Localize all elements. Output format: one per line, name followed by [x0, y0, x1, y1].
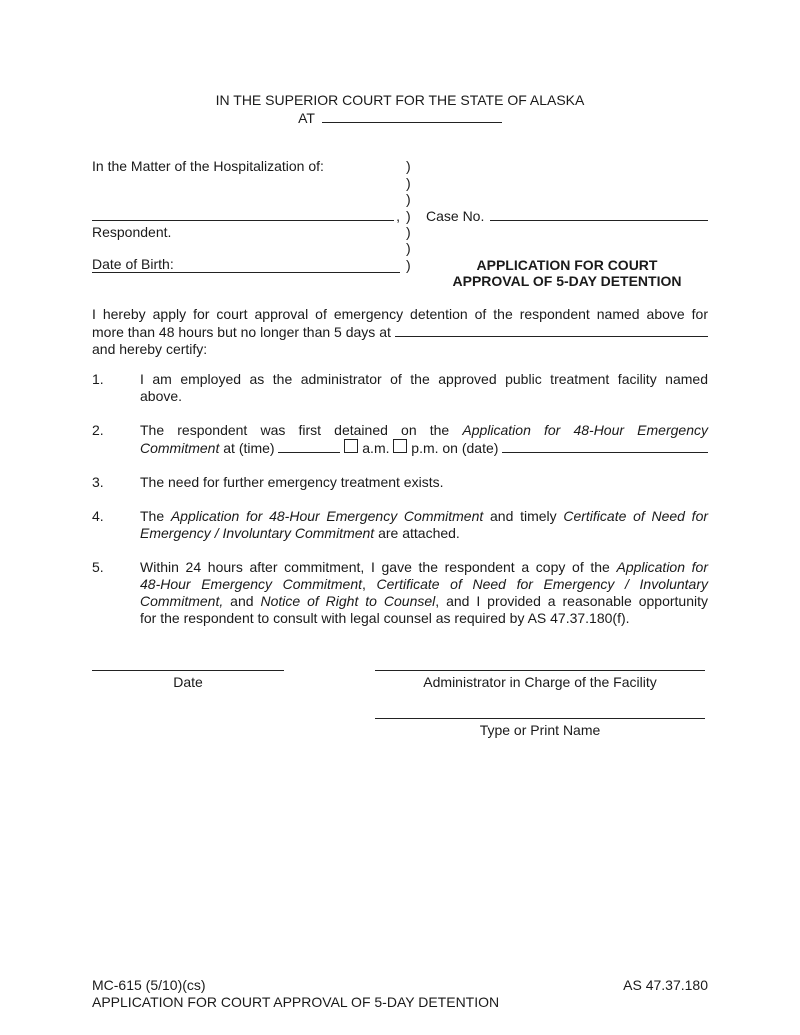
respondent-name-row [92, 207, 400, 224]
text-line [140, 610, 708, 627]
dob-blank[interactable] [174, 256, 400, 269]
text-run: , and I provided a reasonable opportunity [435, 593, 708, 609]
item-number: 2. [92, 422, 104, 438]
court-location-blank[interactable] [322, 109, 502, 123]
footer-form-title: APPLICATION FOR COURT APPROVAL OF 5-DAY DETENTION [92, 994, 500, 1010]
item-text [140, 474, 708, 491]
item-text [140, 422, 708, 457]
form-title-line1: APPLICATION FOR COURT [476, 256, 658, 273]
caption-paren: ) [406, 256, 411, 273]
date-signature-block [92, 652, 284, 690]
text-line [140, 508, 708, 525]
italic-text-run: Application for [616, 559, 709, 575]
italic-text-run: Application for 48-Hour Emergency [462, 422, 708, 438]
item-number: 3. [92, 474, 104, 490]
text-run: are attached. [374, 525, 460, 541]
text-run: more than 48 hours but no longer than 5 days at [92, 324, 395, 340]
item-text [140, 559, 708, 627]
italic-text-run: Certificate of Need for Emergency / Involuntary [376, 576, 708, 592]
text-line [140, 439, 708, 457]
respondent-name-blank[interactable] [92, 207, 394, 221]
item-number: 1. [92, 371, 104, 387]
name-comma: , [396, 207, 400, 224]
italic-text-run: 48-Hour Emergency Commitment [140, 576, 362, 592]
text-line [140, 371, 708, 388]
dob-label: Date of Birth: [92, 255, 174, 272]
administrator-signature-block [375, 652, 705, 690]
printed-name-label: Type or Print Name [479, 722, 601, 738]
text-line [140, 422, 708, 439]
text-run: I am employed as the administrator of the approved public treatment facility named [140, 371, 708, 387]
text-line [140, 474, 708, 491]
form-title-line2: APPROVAL OF 5-DAY DETENTION [452, 273, 682, 290]
italic-text-run: Commitment [140, 440, 220, 456]
text-run: The respondent was first detained on the [140, 422, 463, 438]
date-label: Date [173, 674, 203, 690]
text-run: The [140, 508, 171, 524]
item-text [140, 508, 708, 542]
numbered-item [92, 371, 708, 405]
text-run: , [362, 576, 377, 592]
item-number: 5. [92, 559, 104, 575]
text-run: for the respondent to consult with legal counsel as required by AS 47.37.180(f). [140, 610, 630, 626]
italic-text-run: Application for 48-Hour Emergency Commitment [170, 508, 484, 524]
form-number: MC-615 (5/10)(cs) [92, 977, 206, 993]
text-run: and hereby certify: [92, 341, 208, 357]
italic-text-run: Notice of Right to Counsel [260, 593, 436, 609]
caption-paren: ) [406, 223, 411, 240]
matter-label: In the Matter of the Hospitalization of: [92, 158, 324, 175]
time-blank[interactable] [278, 439, 340, 453]
text-line [140, 576, 708, 593]
at-label: AT [298, 110, 315, 126]
printed-name-block [375, 700, 705, 738]
court-title: IN THE SUPERIOR COURT FOR THE STATE OF ALASKA [215, 92, 585, 108]
case-caption [92, 158, 708, 289]
italic-text-run: Certificate of Need for [563, 508, 709, 524]
numbered-item [92, 422, 708, 457]
printed-name-line[interactable] [375, 700, 705, 719]
case-number-row [426, 207, 708, 224]
form-footer [92, 977, 708, 1011]
text-line [140, 593, 708, 610]
italic-text-run: Emergency / Involuntary Commitment [140, 525, 375, 541]
text-run: at (time) [219, 440, 279, 456]
text-line [140, 525, 708, 542]
text-run: above. [140, 388, 183, 404]
text-line [92, 306, 708, 323]
item-number: 4. [92, 508, 104, 524]
numbered-item [92, 508, 708, 542]
case-number-label: Case No. [426, 207, 485, 224]
respondent-label: Respondent. [92, 223, 172, 240]
court-location-row [298, 109, 502, 127]
case-number-blank[interactable] [490, 207, 708, 221]
text-run: p.m. on (date) [407, 440, 503, 456]
date-signature-line[interactable] [92, 652, 284, 671]
text-line [140, 559, 708, 576]
court-header [0, 92, 800, 127]
date-of-birth-row [92, 256, 400, 273]
administrator-label: Administrator in Charge of the Facility [423, 674, 657, 690]
text-line [140, 388, 708, 405]
caption-paren: ) [406, 158, 411, 175]
statute-reference: AS 47.37.180 [623, 977, 708, 993]
text-run: and timely [483, 508, 564, 524]
am-checkbox[interactable] [344, 439, 358, 453]
caption-paren: ) [406, 174, 411, 191]
caption-paren: ) [406, 207, 411, 224]
text-run: I hereby apply for court approval of emergency detention of the respondent named above for [92, 306, 708, 322]
pm-checkbox[interactable] [393, 439, 407, 453]
facility-name-blank[interactable] [395, 323, 708, 337]
text-line [92, 341, 708, 358]
caption-paren: ) [406, 191, 411, 208]
administrator-signature-line[interactable] [375, 652, 705, 671]
numbered-item [92, 474, 708, 491]
text-run: The need for further emergency treatment exists. [140, 474, 444, 490]
numbered-items [92, 371, 708, 644]
text-run: Within 24 hours after commitment, I gave the respondent a copy of the [140, 559, 617, 575]
caption-paren: ) [406, 240, 411, 257]
intro-paragraph [92, 306, 708, 358]
text-run: a.m. [358, 440, 394, 456]
date-blank[interactable] [502, 439, 708, 453]
numbered-item [92, 559, 708, 627]
italic-text-run: Commitment, [140, 593, 224, 609]
item-text [140, 371, 708, 405]
text-run: and [223, 593, 261, 609]
text-line [92, 323, 708, 341]
